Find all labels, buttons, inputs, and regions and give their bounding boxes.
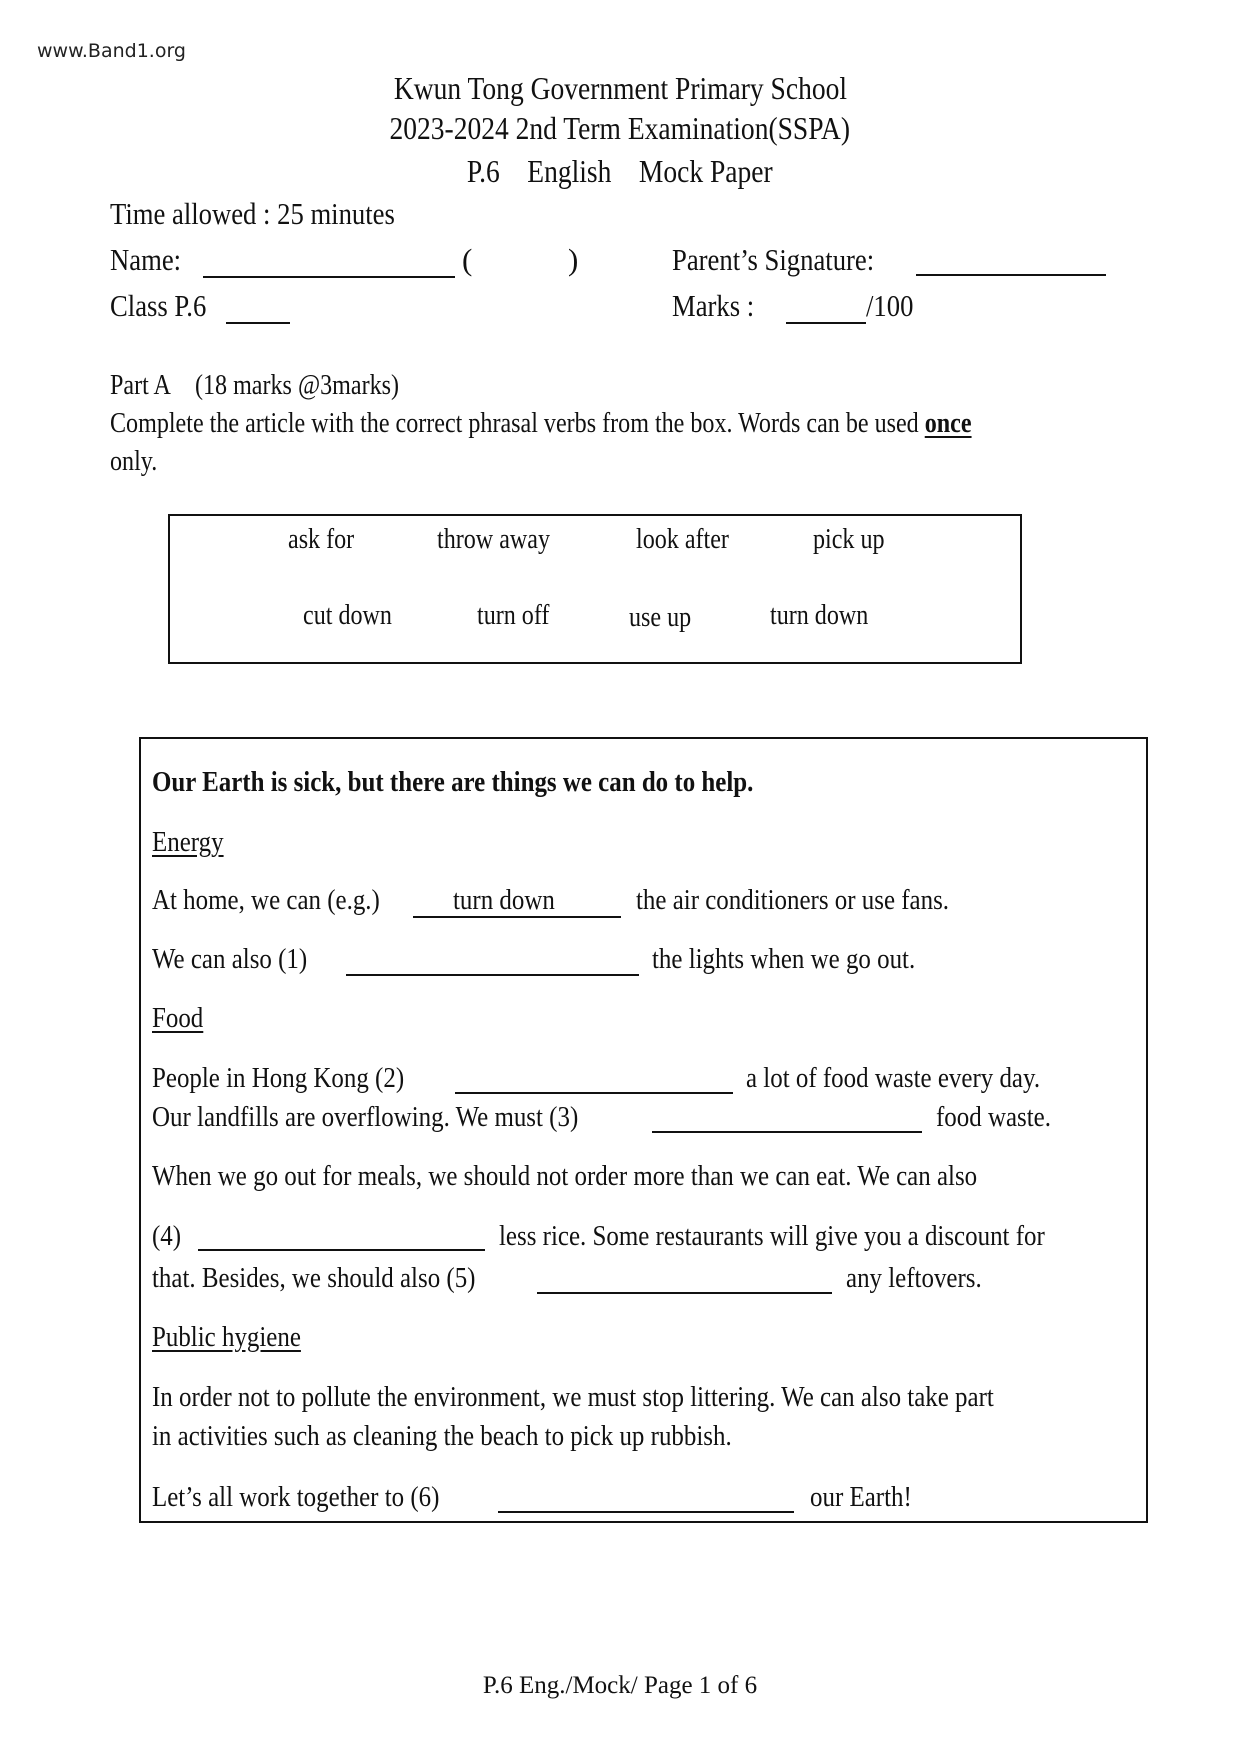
answer-blank-1[interactable] (346, 974, 639, 976)
q4-text: (4) (152, 1220, 182, 1252)
section-food: Food (152, 1002, 204, 1034)
hygiene-text-1: In order not to pollute the environment, we must stop littering. We can also take part (152, 1381, 994, 1413)
example-answer: turn down (453, 884, 555, 916)
class-number-open: ( (462, 242, 473, 277)
class-field[interactable] (226, 322, 290, 324)
parent-signature-field[interactable] (916, 274, 1106, 276)
parent-signature-label: Parent’s Signature: (672, 242, 875, 277)
word-option: throw away (437, 524, 551, 555)
word-option: pick up (813, 524, 885, 555)
meals-text: When we go out for meals, we should not order more than we can eat. We can also (152, 1160, 978, 1192)
paper-type: Mock Paper (639, 153, 773, 189)
marks-label: Marks : (672, 288, 755, 323)
name-label: Name: (110, 242, 182, 277)
word-option: ask for (288, 524, 355, 555)
school-name: Kwun Tong Government Primary School (393, 70, 847, 106)
marks-field[interactable] (786, 322, 866, 324)
hygiene-text-2: in activities such as cleaning the beach to pick up rubbish. (152, 1420, 732, 1452)
part-a-instruction-cont: only. (110, 446, 158, 477)
section-hygiene: Public hygiene (152, 1321, 301, 1353)
answer-blank-6[interactable] (498, 1511, 794, 1513)
q1-text-end: the lights when we go out. (652, 943, 916, 975)
word-option: look after (636, 524, 729, 555)
example-line-end: the air conditioners or use fans. (636, 884, 950, 916)
word-box (168, 514, 1022, 664)
time-allowed: Time allowed : 25 minutes (110, 196, 395, 231)
q5-text-end: any leftovers. (846, 1262, 982, 1294)
answer-blank-4[interactable] (198, 1249, 485, 1251)
answer-blank-5[interactable] (537, 1292, 832, 1294)
word-option: turn down (770, 600, 869, 631)
marks-total: /100 (866, 288, 914, 323)
name-field[interactable] (203, 276, 455, 278)
part-a-header (110, 370, 446, 402)
exam-title: 2023-2024 2nd Term Examination(SSPA) (389, 110, 851, 146)
watermark: www.Band1.org (37, 40, 186, 62)
class-number-field[interactable] (490, 250, 550, 280)
word-option: use up (629, 602, 692, 633)
page-footer: P.6 Eng./Mock/ Page 1 of 6 (482, 1672, 758, 1699)
section-energy: Energy (152, 826, 224, 858)
paper-subject: English (527, 153, 612, 189)
answer-blank-2[interactable] (455, 1092, 733, 1094)
article-heading: Our Earth is sick, but there are things we can do to help. (152, 766, 754, 798)
q2-text: People in Hong Kong (2) (152, 1062, 405, 1094)
q3-text: Our landfills are overflowing. We must (3) (152, 1101, 579, 1133)
paper-title (0, 151, 1240, 191)
q6-text-end: our Earth! (810, 1481, 912, 1513)
word-option: turn off (477, 600, 550, 631)
part-a-title: Part A (110, 370, 171, 401)
q5-text: that. Besides, we should also (5) (152, 1262, 476, 1294)
q2-text-end: a lot of food waste every day. (746, 1062, 1041, 1094)
answer-blank-3[interactable] (652, 1131, 922, 1133)
class-number-close: ) (568, 242, 579, 277)
name-row (110, 242, 193, 278)
q6-text: Let’s all work together to (6) (152, 1481, 440, 1513)
example-line: At home, we can (e.g.) (152, 884, 380, 916)
part-a-instruction: Complete the article with the correct phrasal verbs from the box. Words can be used once (110, 408, 972, 439)
word-option: cut down (303, 600, 392, 631)
class-label: Class P.6 (110, 288, 207, 323)
paper-level: P.6 (467, 153, 501, 189)
part-a-marks: (18 marks @3marks) (194, 370, 400, 401)
instruction-emphasis: once (924, 408, 972, 439)
q3-text-end: food waste. (936, 1101, 1051, 1133)
q4-text-end: less rice. Some restaurants will give you a discount for (499, 1220, 1045, 1252)
q1-text: We can also (1) (152, 943, 308, 975)
